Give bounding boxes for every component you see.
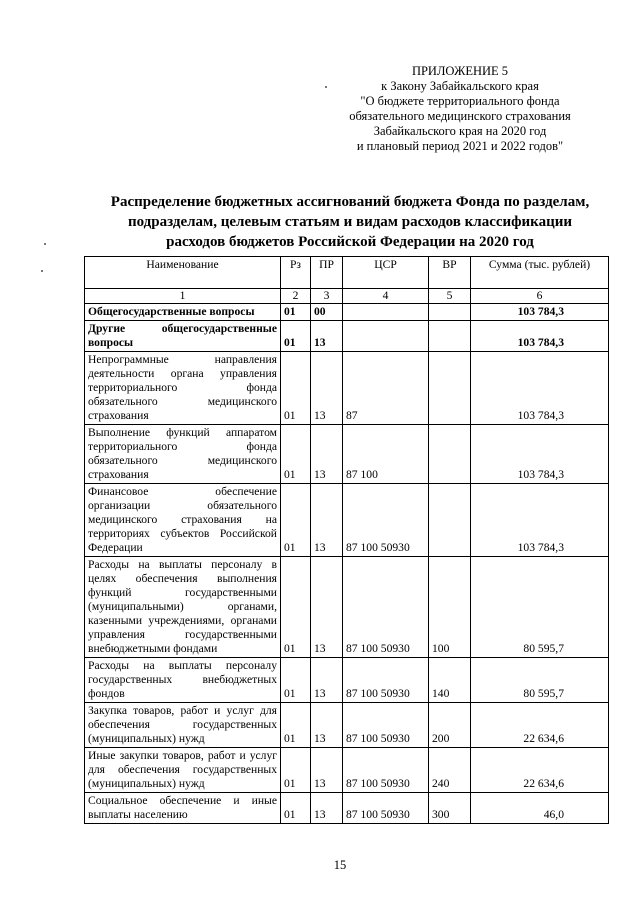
table-row: [85, 484, 609, 557]
title-line: расходов бюджетов Российской Федерации на 2020 год: [166, 234, 534, 250]
row-csr: [343, 321, 429, 352]
row-vr: 140: [429, 658, 471, 703]
row-name: Расходы на выплаты персоналу государственных внебюджетных фондов: [85, 658, 281, 703]
row-sum: 46,0: [471, 793, 609, 824]
row-name: Закупка товаров, работ и услуг для обеспечения государственных (муниципальных) нужд: [85, 703, 281, 748]
row-rz: 01: [281, 425, 311, 484]
table-row: [85, 703, 609, 748]
row-csr: 87 100 50930: [343, 484, 429, 557]
row-rz: 01: [281, 748, 311, 793]
row-pr: 13: [311, 793, 343, 824]
row-vr: [429, 321, 471, 352]
index-cell: 5: [429, 289, 471, 304]
appendix-line: ПРИЛОЖЕНИЕ 5: [411, 64, 509, 78]
row-rz: 01: [281, 703, 311, 748]
row-sum: 22 634,6: [471, 703, 609, 748]
row-name: Расходы на выплаты персоналу в целях обеспечения выполнения функций государственными (муниципальными) органами, казенными учреждениями, органами управления государственными внебюджетными фондами: [85, 557, 281, 658]
index-cell: 1: [85, 289, 281, 304]
row-csr: 87: [343, 352, 429, 425]
budget-table: [84, 256, 609, 824]
row-sum: 103 784,3: [471, 425, 609, 484]
row-pr: 13: [311, 425, 343, 484]
row-name: Финансовое обеспечение организации обязательного медицинского страхования на территориях субъектов Российской Федерации: [85, 484, 281, 557]
row-pr: 13: [311, 557, 343, 658]
index-cell: 4: [343, 289, 429, 304]
scan-speck: [325, 86, 327, 88]
row-csr: [343, 304, 429, 321]
row-vr: [429, 352, 471, 425]
header-sum: Сумма (тыс. рублей): [471, 257, 609, 289]
header-csr: ЦСР: [343, 257, 429, 289]
appendix-line: "О бюджете территориального фонда: [360, 94, 560, 108]
row-name: Непрограммные направления деятельности органа управления территориального фонда обязательного медицинского страхования: [85, 352, 281, 425]
scan-speck: [41, 270, 43, 272]
row-csr: 87 100 50930: [343, 658, 429, 703]
table-row: [85, 304, 609, 321]
row-csr: 87 100 50930: [343, 748, 429, 793]
row-csr: 87 100: [343, 425, 429, 484]
row-pr: 13: [311, 748, 343, 793]
row-rz: 01: [281, 658, 311, 703]
row-vr: 240: [429, 748, 471, 793]
row-vr: [429, 304, 471, 321]
index-cell: 2: [281, 289, 311, 304]
appendix-line: и плановый период 2021 и 2022 годов": [356, 139, 564, 153]
row-name: Выполнение функций аппаратом территориального фонда обязательного медицинского страхования: [85, 425, 281, 484]
header-vr: ВР: [429, 257, 471, 289]
row-csr: 87 100 50930: [343, 793, 429, 824]
header-name: Наименование: [85, 257, 281, 289]
appendix-line: Забайкальского края на 2020 год: [373, 124, 547, 138]
row-name: Другие общегосударственные вопросы: [85, 321, 281, 352]
row-vr: 100: [429, 557, 471, 658]
table-row: [85, 557, 609, 658]
row-sum: 103 784,3: [471, 321, 609, 352]
row-pr: 13: [311, 352, 343, 425]
table-row: [85, 748, 609, 793]
row-vr: 200: [429, 703, 471, 748]
row-name: Социальное обеспечение и иные выплаты населению: [85, 793, 281, 824]
header-rz: Рз: [281, 257, 311, 289]
row-name: Общегосударственные вопросы: [85, 304, 281, 321]
appendix-line: обязательного медицинского страхования: [349, 109, 571, 123]
row-sum: 22 634,6: [471, 748, 609, 793]
page-number: 15: [333, 858, 347, 872]
row-rz: 01: [281, 484, 311, 557]
row-sum: 80 595,7: [471, 557, 609, 658]
title-line: подразделам, целевым статьям и видам расходов классификации: [127, 214, 573, 230]
row-csr: 87 100 50930: [343, 557, 429, 658]
row-pr: 13: [311, 321, 343, 352]
table-row: [85, 658, 609, 703]
appendix-header: [300, 64, 620, 154]
row-name: Иные закупки товаров, работ и услуг для обеспечения государственных (муниципальных) нужд: [85, 748, 281, 793]
row-pr: 13: [311, 484, 343, 557]
header-pr: ПР: [311, 257, 343, 289]
row-vr: [429, 425, 471, 484]
row-vr: [429, 484, 471, 557]
table-row: [85, 425, 609, 484]
row-rz: 01: [281, 352, 311, 425]
row-vr: 300: [429, 793, 471, 824]
row-rz: 01: [281, 557, 311, 658]
row-rz: 01: [281, 793, 311, 824]
document-title: [60, 192, 640, 252]
row-sum: 103 784,3: [471, 352, 609, 425]
row-sum: 80 595,7: [471, 658, 609, 703]
row-sum: 103 784,3: [471, 304, 609, 321]
row-rz: 01: [281, 304, 311, 321]
row-pr: 00: [311, 304, 343, 321]
index-cell: 6: [471, 289, 609, 304]
table-row: [85, 352, 609, 425]
title-line: Распределение бюджетных ассигнований бюджета Фонда по разделам,: [110, 194, 590, 210]
table-row: [85, 321, 609, 352]
row-sum: 103 784,3: [471, 484, 609, 557]
row-csr: 87 100 50930: [343, 703, 429, 748]
scan-speck: [44, 243, 46, 245]
row-pr: 13: [311, 658, 343, 703]
table-row: [85, 793, 609, 824]
row-rz: 01: [281, 321, 311, 352]
row-pr: 13: [311, 703, 343, 748]
index-cell: 3: [311, 289, 343, 304]
appendix-line: к Закону Забайкальского края: [381, 79, 539, 93]
